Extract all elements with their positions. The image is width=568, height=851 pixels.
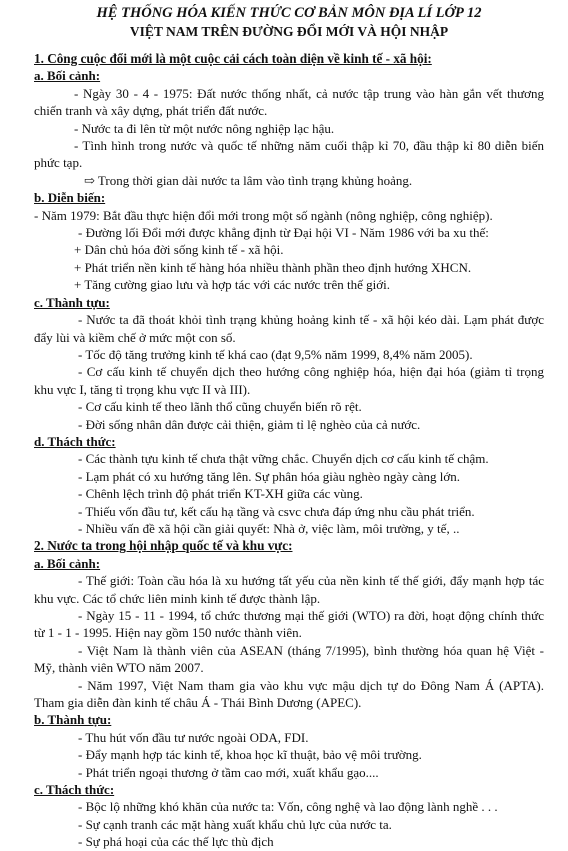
s1-d-title: d. Thách thức: bbox=[34, 433, 116, 449]
s1-d-item: - Thiếu vốn đầu tư, kết cấu hạ tầng và csvc chưa đáp ứng nhu cầu phát triển. bbox=[78, 503, 475, 519]
s2-a-title: a. Bối cảnh: bbox=[34, 555, 101, 571]
s2-c-item: - Sự phá hoại của các thế lực thù địch bbox=[78, 834, 274, 850]
s1-c-item: - Nước ta đã thoát khỏi tình trạng khủng hoảng kinh tế - xã hội kéo dài. Lạm phát được đẩy lùi và kiềm chế ở mức một con số. bbox=[34, 312, 544, 345]
s2-b-item: - Thu hút vốn đầu tư nước ngoài ODA, FDI. bbox=[78, 729, 309, 745]
s1-a-conclusion: ⇨ Trong thời gian dài nước ta lâm vào tình trạng khủng hoảng. bbox=[84, 172, 413, 188]
s2-c-item: - Sự cạnh tranh các mặt hàng xuất khẩu chủ lực của nước ta. bbox=[78, 816, 392, 832]
s2-a-item: - Việt Nam là thành viên của ASEAN (tháng 7/1995), bình thường hóa quan hệ Việt - Mỹ, thành viên WTO năm 2007. bbox=[34, 642, 544, 676]
s2-b-item: - Đẩy mạnh hợp tác kinh tế, khoa học kĩ thuật, bảo vệ môi trường. bbox=[78, 747, 422, 763]
s2-a-item: - Thế giới: Toàn cầu hóa là xu hướng tất yếu của nền kinh tế thế giới, đẩy mạnh hợp tác khu vực. Các tổ chức liên minh kinh tế được thành lập. bbox=[34, 573, 544, 606]
s1-a-item: - Nước ta đi lên từ một nước nông nghiệp lạc hậu. bbox=[74, 120, 335, 136]
s1-c-item: - Đời sống nhân dân được cải thiện, giảm tỉ lệ nghèo của cả nước. bbox=[78, 416, 421, 432]
s1-c-item: - Cơ cấu kinh tế theo lãnh thổ cũng chuyển biến rõ rệt. bbox=[78, 399, 362, 415]
s2-a-item: - Năm 1997, Việt Nam tham gia vào khu vực mậu dịch tự do Đông Nam Á (APTA). Tham gia diễn đàn kinh tế châu Á - Thái Bình Dương (APEC). bbox=[34, 677, 544, 711]
s1-b-item: - Năm 1979: Bắt đầu thực hiện đổi mới trong một số ngành (nông nghiệp, công nghiệp). bbox=[34, 207, 493, 223]
s1-d-item: - Nhiều vấn đề xã hội cần giải quyết: Nhà ở, việc làm, môi trường, y tế, .. bbox=[78, 520, 460, 536]
s1-c-item: - Cơ cấu kinh tế chuyển dịch theo hướng công nghiệp hóa, hiện đại hóa (giảm tỉ trọng khu vực I, tăng tỉ trọng khu vực II và III). bbox=[34, 364, 544, 397]
s2-a-item: - Ngày 15 - 11 - 1994, tổ chức thương mại thế giới (WTO) ra đời, hoạt động chính thức từ 1 - 1 - 1995. Hiện nay gồm 150 nước thành viên. bbox=[34, 608, 544, 641]
s2-c-item: - Bộc lộ những khó khăn của nước ta: Vốn, công nghệ và lao động lành nghề . . . bbox=[78, 799, 498, 815]
s1-c-item: - Tốc độ tăng trưởng kinh tế khá cao (đạt 9,5% năm 1999, 8,4% năm 2005). bbox=[78, 346, 473, 362]
s2-b-title: b. Thành tựu: bbox=[34, 712, 112, 728]
s1-b-title: b. Diễn biến: bbox=[34, 190, 106, 206]
s1-a-title: a. Bối cảnh: bbox=[34, 68, 101, 84]
section-2-heading: 2. Nước ta trong hội nhập quốc tế và khu vực: bbox=[34, 538, 293, 554]
section-1-heading: 1. Công cuộc đổi mới là một cuộc cải cách toàn diện về kinh tế - xã hội: bbox=[34, 51, 432, 66]
s2-b-item: - Phát triển ngoại thương ở tầm cao mới, xuất khẩu gạo.... bbox=[78, 764, 379, 780]
s1-b-item: - Đường lối Đổi mới được khẳng định từ Đại hội VI - Năm 1986 với ba xu thế: bbox=[78, 225, 489, 241]
s1-d-item: - Chênh lệch trình độ phát triển KT-XH giữa các vùng. bbox=[78, 486, 363, 502]
s1-d-item: - Các thành tựu kinh tế chưa thật vững chắc. Chuyển dịch cơ cấu kinh tế chậm. bbox=[78, 451, 489, 467]
document-title: HỆ THỐNG HÓA KIẾN THỨC CƠ BẢN MÔN ĐỊA LÍ LỚP 12 bbox=[96, 5, 482, 21]
s1-d-item: - Lạm phát có xu hướng tăng lên. Sự phân hóa giàu nghèo ngày càng lớn. bbox=[78, 468, 461, 484]
s1-b-trend: + Dân chủ hóa đời sống kinh tế - xã hội. bbox=[74, 242, 284, 258]
s1-a-item: - Tình hình trong nước và quốc tế những năm cuối thập kỉ 70, đầu thập kỉ 80 diễn biến phức tạp. bbox=[34, 138, 544, 171]
s1-c-title: c. Thành tựu: bbox=[34, 294, 110, 310]
s2-c-title: c. Thách thức: bbox=[34, 782, 115, 798]
s1-a-item: - Ngày 30 - 4 - 1975: Đất nước thống nhất, cả nước tập trung vào hàn gắn vết thương chiến tranh và xây dựng, phát triển đất nước. bbox=[34, 85, 544, 119]
s1-b-trend: + Phát triển nền kinh tế hàng hóa nhiều thành phần theo định hướng XHCN. bbox=[74, 259, 472, 275]
s1-b-trend: + Tăng cường giao lưu và hợp tác với các nước trên thế giới. bbox=[74, 277, 391, 293]
document-subtitle: VIỆT NAM TRÊN ĐƯỜNG ĐỔI MỚI VÀ HỘI NHẬP bbox=[129, 24, 449, 39]
